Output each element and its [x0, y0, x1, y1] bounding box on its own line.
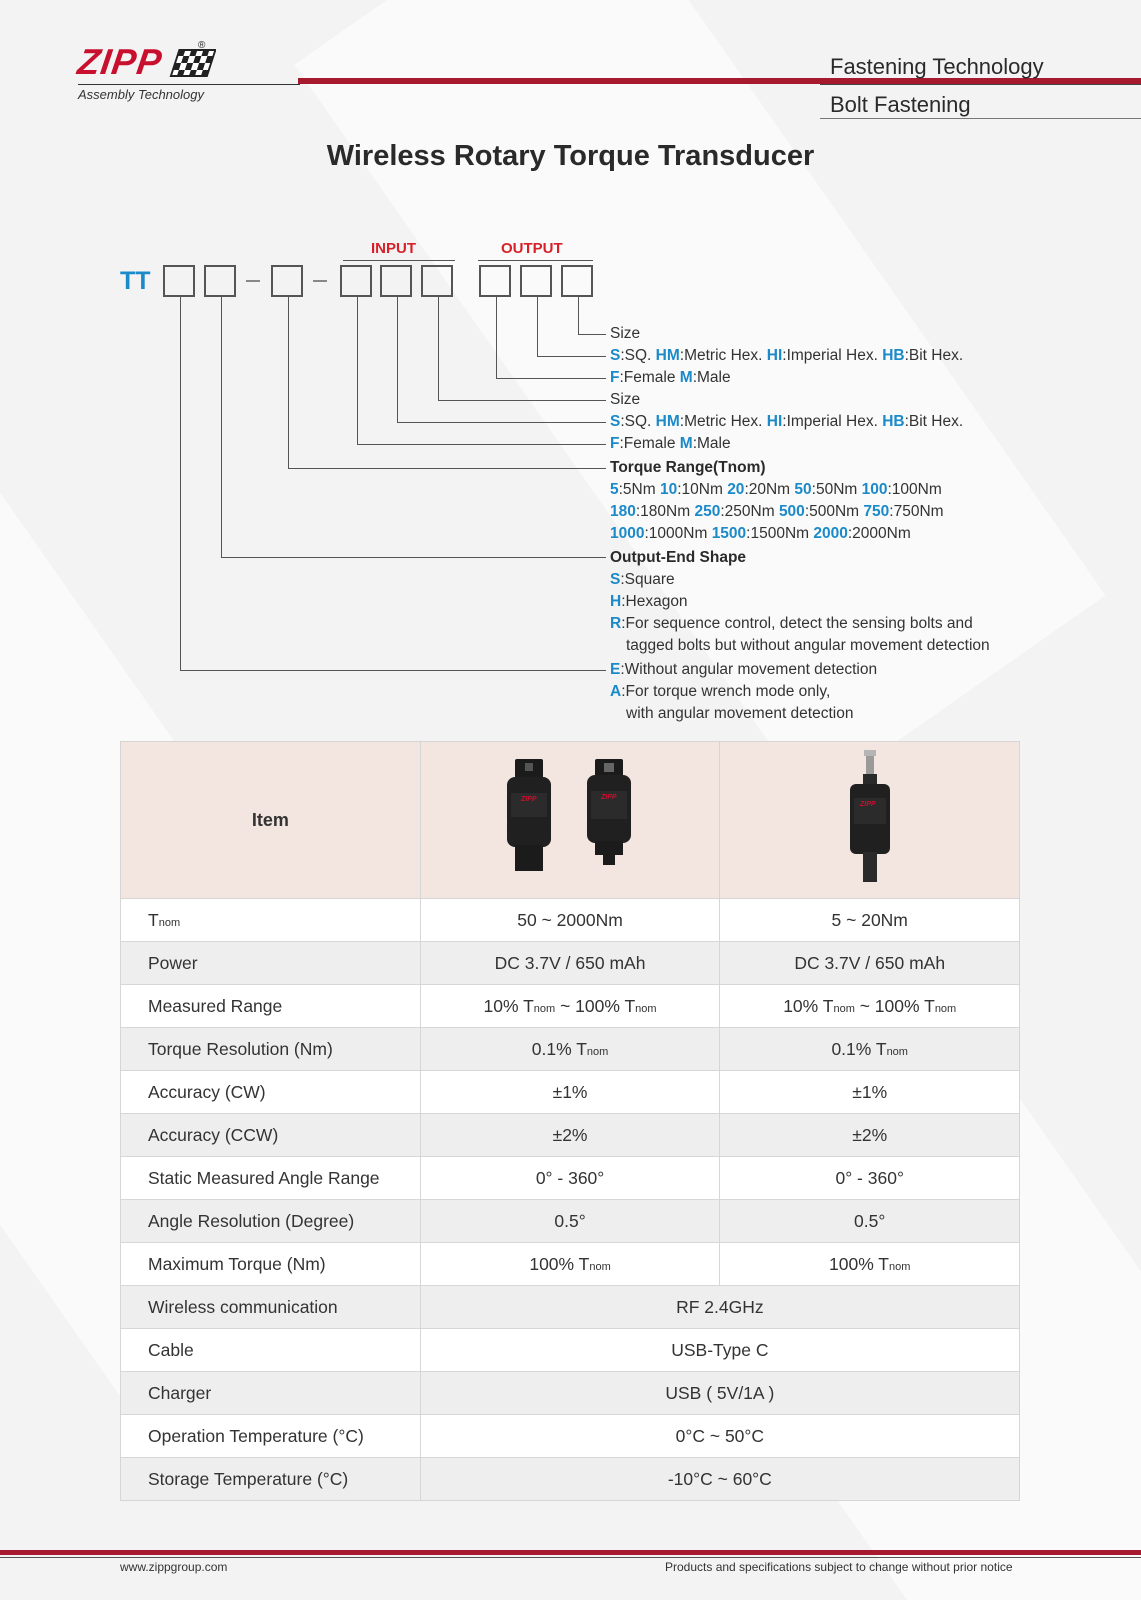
row-label: Measured Range	[121, 985, 421, 1028]
registered-mark: ®	[198, 40, 206, 51]
table-row	[121, 1286, 1020, 1329]
header-rule	[820, 118, 1141, 119]
table-row	[121, 1157, 1020, 1200]
code-box-input-type	[380, 265, 412, 297]
code-prefix: TT	[120, 267, 151, 295]
svg-text:ZIPP: ZIPP	[601, 793, 617, 801]
table-row	[121, 899, 1020, 942]
spec-table	[120, 741, 1020, 1501]
leader-line	[357, 297, 358, 444]
table-row	[121, 1329, 1020, 1372]
cell-value: RF 2.4GHz	[420, 1286, 1019, 1329]
leader-line	[537, 356, 606, 357]
table-row	[121, 1243, 1020, 1286]
cell-value: 10% Tnom ~ 100% Tnom	[420, 985, 720, 1028]
cell-value: DC 3.7V / 650 mAh	[720, 942, 1020, 985]
cell-value: 0.5°	[420, 1200, 720, 1243]
row-label: Operation Temperature (°C)	[121, 1415, 421, 1458]
desc-input-gender: F:Female M:Male	[610, 435, 731, 452]
code-box-output-gender	[479, 265, 511, 297]
footer-rule	[0, 1557, 1141, 1558]
row-label-tnom: Tnom	[121, 899, 421, 942]
table-row	[121, 1372, 1020, 1415]
header-category: Fastening Technology	[830, 54, 1044, 79]
leader-line	[288, 297, 289, 468]
leader-line	[288, 468, 606, 469]
row-label: Angle Resolution (Degree)	[121, 1200, 421, 1243]
desc-output-size: Size	[610, 325, 641, 342]
leader-line	[180, 670, 606, 671]
table-row	[121, 1458, 1020, 1501]
row-label: Accuracy (CW)	[121, 1071, 421, 1114]
cell-value: 5 ~ 20Nm	[720, 899, 1020, 942]
leader-line	[221, 557, 606, 558]
leader-line	[438, 400, 606, 401]
leader-line	[357, 444, 606, 445]
cell-value: 50 ~ 2000Nm	[420, 899, 720, 942]
cell-value: 0°C ~ 50°C	[420, 1415, 1019, 1458]
output-bracket-line	[478, 260, 593, 261]
svg-text:ZIPP: ZIPP	[859, 800, 876, 808]
desc-mode-a: A:For torque wrench mode only,	[610, 683, 831, 700]
code-box-output-shape	[204, 265, 236, 297]
leader-line	[180, 297, 181, 670]
desc-shape-hexagon: H:Hexagon	[610, 593, 688, 610]
leader-line	[496, 297, 497, 378]
code-box-output-type	[520, 265, 552, 297]
cell-value: ±2%	[420, 1114, 720, 1157]
svg-text:ZIPP: ZIPP	[521, 795, 537, 803]
desc-shape-heading: Output-End Shape	[610, 549, 747, 566]
row-label: Wireless communication	[121, 1286, 421, 1329]
product-image-large-models	[420, 742, 720, 899]
desc-input-type: S:SQ. HM:Metric Hex. HI:Imperial Hex. HB:Bit Hex.	[610, 413, 964, 430]
desc-torque-values-2: 180:180Nm 250:250Nm 500:500Nm 750:750Nm	[610, 503, 944, 520]
header-rule	[820, 84, 1141, 85]
table-row	[121, 1200, 1020, 1243]
code-dash	[246, 280, 260, 282]
code-box-angle-mode	[163, 265, 195, 297]
code-box-output-size	[561, 265, 593, 297]
input-bracket-line	[343, 260, 455, 261]
desc-mode-r-cont: tagged bolts but without angular movement detection	[626, 637, 990, 654]
table-row	[121, 1071, 1020, 1114]
code-box-input-gender	[340, 265, 372, 297]
footer-website-link[interactable]: www.zippgroup.com	[120, 1560, 228, 1574]
cell-value: USB ( 5V/1A )	[420, 1372, 1019, 1415]
cell-value: 0° - 360°	[720, 1157, 1020, 1200]
cell-value: 0.1% Tnom	[420, 1028, 720, 1071]
product-image-small-models	[720, 742, 1020, 899]
table-row	[121, 1415, 1020, 1458]
logo-wordmark: ZIPP	[75, 41, 165, 82]
table-row	[121, 985, 1020, 1028]
page-title: Wireless Rotary Torque Transducer	[326, 140, 815, 172]
footer-notice: Products and specifications subject to change without prior notice	[665, 1560, 1013, 1574]
cell-value: DC 3.7V / 650 mAh	[420, 942, 720, 985]
table-row	[121, 942, 1020, 985]
desc-mode-a-cont: with angular movement detection	[626, 705, 854, 722]
desc-output-gender: F:Female M:Male	[610, 369, 731, 386]
cell-value: 0.1% Tnom	[720, 1028, 1020, 1071]
background-shape	[294, 0, 1105, 802]
cell-value: 0.5°	[720, 1200, 1020, 1243]
row-label: Torque Resolution (Nm)	[121, 1028, 421, 1071]
row-label: Cable	[121, 1329, 421, 1372]
torque-transducer-large-image	[485, 753, 655, 883]
leader-line	[397, 422, 606, 423]
leader-line	[578, 297, 579, 334]
desc-output-type: S:SQ. HM:Metric Hex. HI:Imperial Hex. HB:Bit Hex.	[610, 347, 964, 364]
cell-value: 100% Tnom	[720, 1243, 1020, 1286]
cell-value: ±1%	[420, 1071, 720, 1114]
desc-torque-heading: Torque Range(Tnom)	[610, 459, 766, 476]
row-label: Accuracy (CCW)	[121, 1114, 421, 1157]
desc-torque-values-1: 5:5Nm 10:10Nm 20:20Nm 50:50Nm 100:100Nm	[610, 481, 942, 498]
footer-red-bar	[0, 1550, 1141, 1555]
table-row	[121, 1114, 1020, 1157]
row-label: Power	[121, 942, 421, 985]
item-header: Item	[121, 742, 421, 899]
torque-transducer-small-image	[830, 748, 910, 888]
cell-value: -10°C ~ 60°C	[420, 1458, 1019, 1501]
leader-line	[537, 297, 538, 356]
cell-value: 10% Tnom ~ 100% Tnom	[720, 985, 1020, 1028]
header-rule	[78, 84, 300, 85]
leader-line	[578, 334, 606, 335]
row-label: Maximum Torque (Nm)	[121, 1243, 421, 1286]
code-dash	[313, 280, 327, 282]
leader-line	[438, 297, 439, 400]
desc-shape-square: S:Square	[610, 571, 675, 588]
cell-value: USB-Type C	[420, 1329, 1019, 1372]
cell-value: ±1%	[720, 1071, 1020, 1114]
leader-line	[397, 297, 398, 422]
desc-mode-e: E:Without angular movement detection	[610, 661, 878, 678]
desc-input-size: Size	[610, 391, 641, 408]
code-box-torque-range	[271, 265, 303, 297]
cell-value: 0° - 360°	[420, 1157, 720, 1200]
leader-line	[496, 378, 606, 379]
row-label: Storage Temperature (°C)	[121, 1458, 421, 1501]
checkered-flag-icon	[168, 48, 216, 80]
cell-value: ±2%	[720, 1114, 1020, 1157]
cell-value: 100% Tnom	[420, 1243, 720, 1286]
leader-line	[221, 297, 222, 557]
zipp-logo[interactable]	[75, 40, 216, 82]
row-label: Charger	[121, 1372, 421, 1415]
row-label: Static Measured Angle Range	[121, 1157, 421, 1200]
table-header-row	[121, 742, 1020, 899]
table-row	[121, 1028, 1020, 1071]
input-label: INPUT	[371, 240, 416, 257]
desc-torque-values-3: 1000:1000Nm 1500:1500Nm 2000:2000Nm	[610, 525, 911, 542]
output-label: OUTPUT	[501, 240, 563, 257]
header-subcategory: Bolt Fastening	[830, 92, 971, 117]
code-box-input-size	[421, 265, 453, 297]
desc-mode-r: R:For sequence control, detect the sensing bolts and	[610, 615, 973, 632]
brand-tagline: Assembly Technology	[78, 87, 204, 102]
